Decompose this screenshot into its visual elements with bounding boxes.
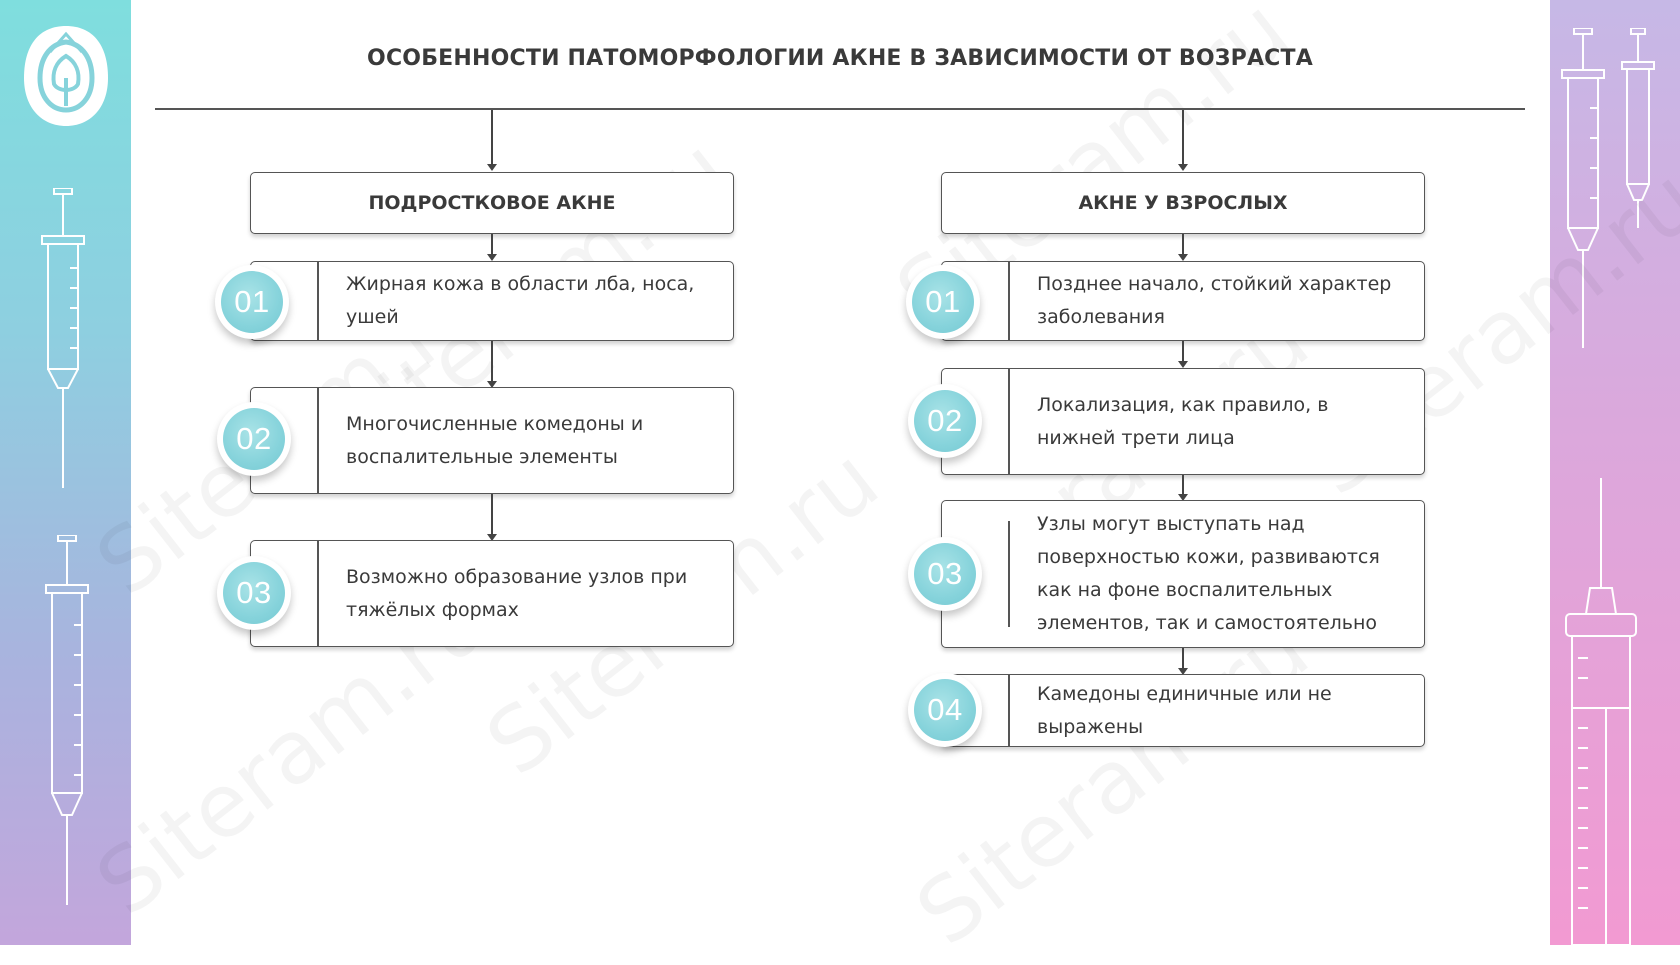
item-text: Локализация, как правило, в нижней трети лица (1037, 393, 1329, 449)
logo-icon (22, 22, 110, 130)
connector-line (1182, 648, 1184, 669)
list-item (941, 500, 1425, 648)
syringe-icon (40, 535, 94, 905)
item-text: Позднее начало, стойкий характер заболевания (1037, 273, 1392, 328)
item-text: Камедоны единичные или не выражены (1037, 682, 1332, 738)
syringe-icon (1560, 478, 1642, 945)
item-number-badge (217, 556, 291, 630)
item-divider (1008, 521, 1010, 627)
item-number: 01 (221, 271, 283, 333)
item-number: 03 (223, 562, 285, 624)
list-item (941, 261, 1425, 341)
connector-arrow (487, 164, 497, 171)
item-number-badge (215, 265, 289, 339)
item-text: Возможно образование узлов при тяжёлых формах (346, 565, 688, 621)
column-header-teen: ПОДРОСТКОВОЕ АКНЕ (250, 172, 734, 234)
item-number-badge (906, 265, 980, 339)
connector-arrow (1178, 164, 1188, 171)
item-divider (317, 262, 319, 340)
page-title: ОСОБЕННОСТИ ПАТОМОРФОЛОГИИ АКНЕ В ЗАВИСИМОСТИ ОТ ВОЗРАСТА (367, 46, 1313, 71)
connector-line (1182, 475, 1184, 495)
syringe-icon (1618, 28, 1658, 228)
item-number-badge (217, 402, 291, 476)
syringe-icon (34, 188, 92, 488)
item-number-badge (908, 537, 982, 611)
item-number-badge (908, 384, 982, 458)
title-divider (155, 108, 1525, 110)
connector-line (491, 341, 493, 386)
connector-line (1182, 110, 1184, 169)
item-text: Жирная кожа в области лба, носа, ушей (346, 273, 695, 328)
item-number-badge (908, 673, 982, 747)
item-number: 01 (912, 271, 974, 333)
item-number: 02 (914, 390, 976, 452)
connector-arrow (487, 254, 497, 261)
list-item (250, 540, 734, 647)
item-divider (1008, 675, 1010, 746)
connector-arrow (1178, 361, 1188, 368)
connector-line (491, 110, 493, 169)
item-text: Многочисленные комедоны и воспалительные элементы (346, 412, 644, 468)
item-divider (1008, 369, 1010, 474)
item-divider (1008, 262, 1010, 340)
right-decorative-band (1550, 0, 1680, 945)
list-item (250, 261, 734, 341)
left-decorative-band (0, 0, 131, 945)
column-header-adult: АКНЕ У ВЗРОСЛЫХ (941, 172, 1425, 234)
item-number: 02 (223, 408, 285, 470)
syringe-icon (1556, 28, 1610, 348)
item-divider (317, 541, 319, 646)
item-text: Узлы могут выступать над поверхностью кожи, развиваются как на фоне воспалительных элементов, так и самостоятельно (1037, 513, 1380, 634)
list-item (941, 674, 1425, 747)
connector-line (491, 494, 493, 539)
item-number: 03 (914, 543, 976, 605)
list-item (250, 387, 734, 494)
connector-arrow (1178, 254, 1188, 261)
item-divider (317, 388, 319, 493)
watermark (898, 598, 1328, 965)
list-item (941, 368, 1425, 475)
item-number: 04 (914, 679, 976, 741)
